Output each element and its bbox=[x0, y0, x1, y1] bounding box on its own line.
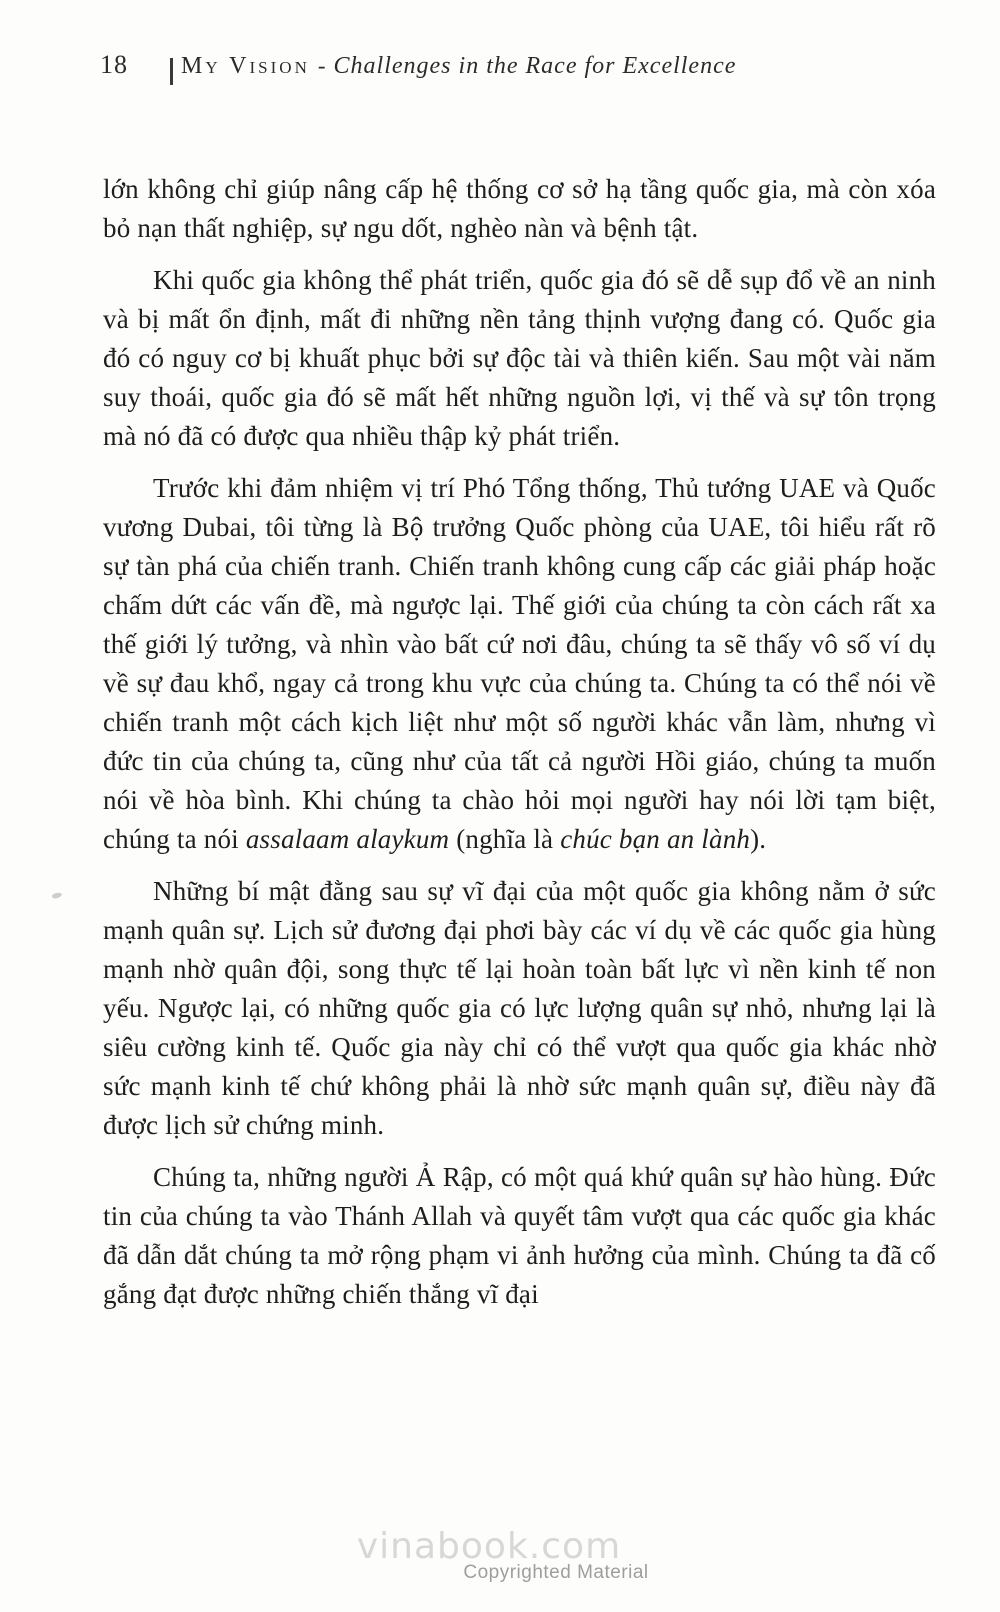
header-chapter-title: Challenges in the Race for Excellence bbox=[333, 53, 737, 79]
page-body bbox=[103, 170, 936, 1314]
paragraph: Trước khi đảm nhiệm vị trí Phó Tổng thống, Thủ tướng UAE và Quốc vương Dubai, tôi từng là Bộ trưởng Quốc phòng của UAE, tôi hiểu rất rõ sự tàn phá của chiến tranh. Chiến tranh không cung cấp các giải pháp hoặc chấm dứt các vấn đề, mà ngược lại. Thế giới của chúng ta còn cách rất xa thế giới lý tưởng, và nhìn vào bất cứ nơi đâu, chúng ta sẽ thấy vô số ví dụ về sự đau khổ, ngay cả trong khu vực của chúng ta. Chúng ta có thể nói về chiến tranh một cách kịch liệt như một số người khác vẫn làm, nhưng vì đức tin của chúng ta, cũng như của tất cả người Hồi giáo, chúng ta muốn nói về hòa bình. Khi chúng ta chào hỏi mọi người hay nói lời tạm biệt, chúng ta nói assalaam alaykum (nghĩa là chúc bạn an lành). bbox=[103, 473, 936, 854]
paragraph: Những bí mật đằng sau sự vĩ đại của một quốc gia không nằm ở sức mạnh quân sự. Lịch sử đương đại phơi bày các ví dụ về các quốc gia hùng mạnh nhờ quân đội, song thực tế lại hoàn toàn bất lực vì nền kinh tế non yếu. Ngược lại, có những quốc gia có lực lượng quân sự nhỏ, nhưng lại là siêu cường kinh tế. Quốc gia này chỉ có thể vượt qua quốc gia khác nhờ sức mạnh kinh tế chứ không phải là nhờ sức mạnh quân sự, điều này đã được lịch sử chứng minh. bbox=[103, 876, 936, 1140]
header-separator: - bbox=[317, 53, 326, 78]
scan-artifact bbox=[51, 892, 62, 900]
paragraph: Khi quốc gia không thể phát triển, quốc gia đó sẽ dễ sụp đổ về an ninh và bị mất ổn định, mất đi những nền tảng thịnh vượng đang có. Quốc gia đó có nguy cơ bị khuất phục bởi sự độc tài và thiên kiến. Sau một vài năm suy thoái, quốc gia đó sẽ mất hết những nguồn lợi, vị thế và sự tôn trọng mà nó đã có được qua nhiều thập kỷ phát triển. bbox=[103, 265, 936, 451]
paragraph: Chúng ta, những người Ả Rập, có một quá khứ quân sự hào hùng. Đức tin của chúng ta vào Thánh Allah và quyết tâm vượt qua các quốc gia khác đã dẫn dắt chúng ta mở rộng phạm vi ảnh hưởng của mình. Chúng ta đã cố gắng đạt được những chiến thắng vĩ đại bbox=[103, 1162, 936, 1309]
running-header bbox=[100, 50, 940, 80]
copyright-notice: Copyrighted Material bbox=[463, 1562, 649, 1583]
page-number: 18 bbox=[100, 50, 128, 79]
vinabook-watermark: vinabook.com bbox=[356, 1526, 622, 1567]
paragraph: lớn không chỉ giúp nâng cấp hệ thống cơ sở hạ tầng quốc gia, mà còn xóa bỏ nạn thất nghiệp, sự ngu dốt, nghèo nàn và bệnh tật. bbox=[103, 174, 936, 243]
header-divider-bar bbox=[170, 58, 173, 85]
header-book-title: My Vision bbox=[181, 53, 310, 79]
